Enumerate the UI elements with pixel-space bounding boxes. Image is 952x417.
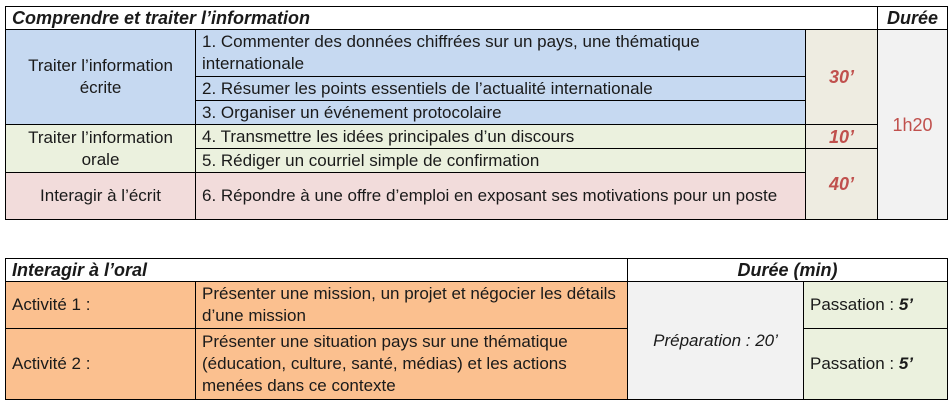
task-5: 5. Rédiger un courriel simple de confirmation bbox=[196, 149, 806, 173]
task-4: 4. Transmettre les idées principales d’un discours bbox=[196, 125, 806, 149]
total-duration: 1h20 bbox=[878, 30, 948, 220]
activity-2-passation bbox=[804, 329, 948, 400]
table2-duree-header: Durée (min) bbox=[628, 259, 948, 282]
group-label-orale: Traiter l’information orale bbox=[6, 125, 196, 173]
table1-header-row bbox=[6, 7, 948, 30]
table2-header-row bbox=[6, 259, 948, 282]
activity-1-label: Activité 1 : bbox=[6, 282, 196, 329]
table-row bbox=[6, 282, 948, 329]
table1-title: Comprendre et traiter l’information bbox=[6, 7, 878, 30]
group-label-ecrite: Traiter l’information écrite bbox=[6, 30, 196, 125]
activity-2-description: Présenter une situation pays sur une thématique (éducation, culture, santé, médias) et les actions menées dans ce contexte bbox=[196, 329, 628, 400]
group-label-interagir: Interagir à l’écrit bbox=[6, 173, 196, 220]
group-time-interagir: 40’ bbox=[806, 149, 878, 220]
passation-time: 5’ bbox=[898, 354, 914, 373]
table-row bbox=[6, 329, 948, 400]
task-2: 2. Résumer les points essentiels de l’actualité internationale bbox=[196, 77, 806, 101]
passation-time: 5’ bbox=[898, 295, 914, 314]
table-row bbox=[6, 30, 948, 77]
group-time-ecrite: 30’ bbox=[806, 30, 878, 125]
preparation-time: Préparation : 20’ bbox=[628, 282, 804, 400]
task-3: 3. Organiser un événement protocolaire bbox=[196, 101, 806, 125]
activity-1-description: Présenter une mission, un projet et négocier les détails d’une mission bbox=[196, 282, 628, 329]
task-6: 6. Répondre à une offre d’emploi en exposant ses motivations pour un poste bbox=[196, 173, 806, 220]
activity-1-passation bbox=[804, 282, 948, 329]
passation-label: Passation : bbox=[810, 354, 899, 373]
activity-2-label: Activité 2 : bbox=[6, 329, 196, 400]
passation-label: Passation : bbox=[810, 295, 899, 314]
oral-tasks-table bbox=[5, 258, 948, 400]
table-row bbox=[6, 125, 948, 149]
table1-duree-header: Durée bbox=[878, 7, 948, 30]
table2-title: Interagir à l’oral bbox=[6, 259, 628, 282]
group-time-orale: 10’ bbox=[806, 125, 878, 149]
task-1: 1. Commenter des données chiffrées sur un pays, une thématique internationale bbox=[196, 30, 806, 77]
written-tasks-table bbox=[5, 6, 948, 220]
